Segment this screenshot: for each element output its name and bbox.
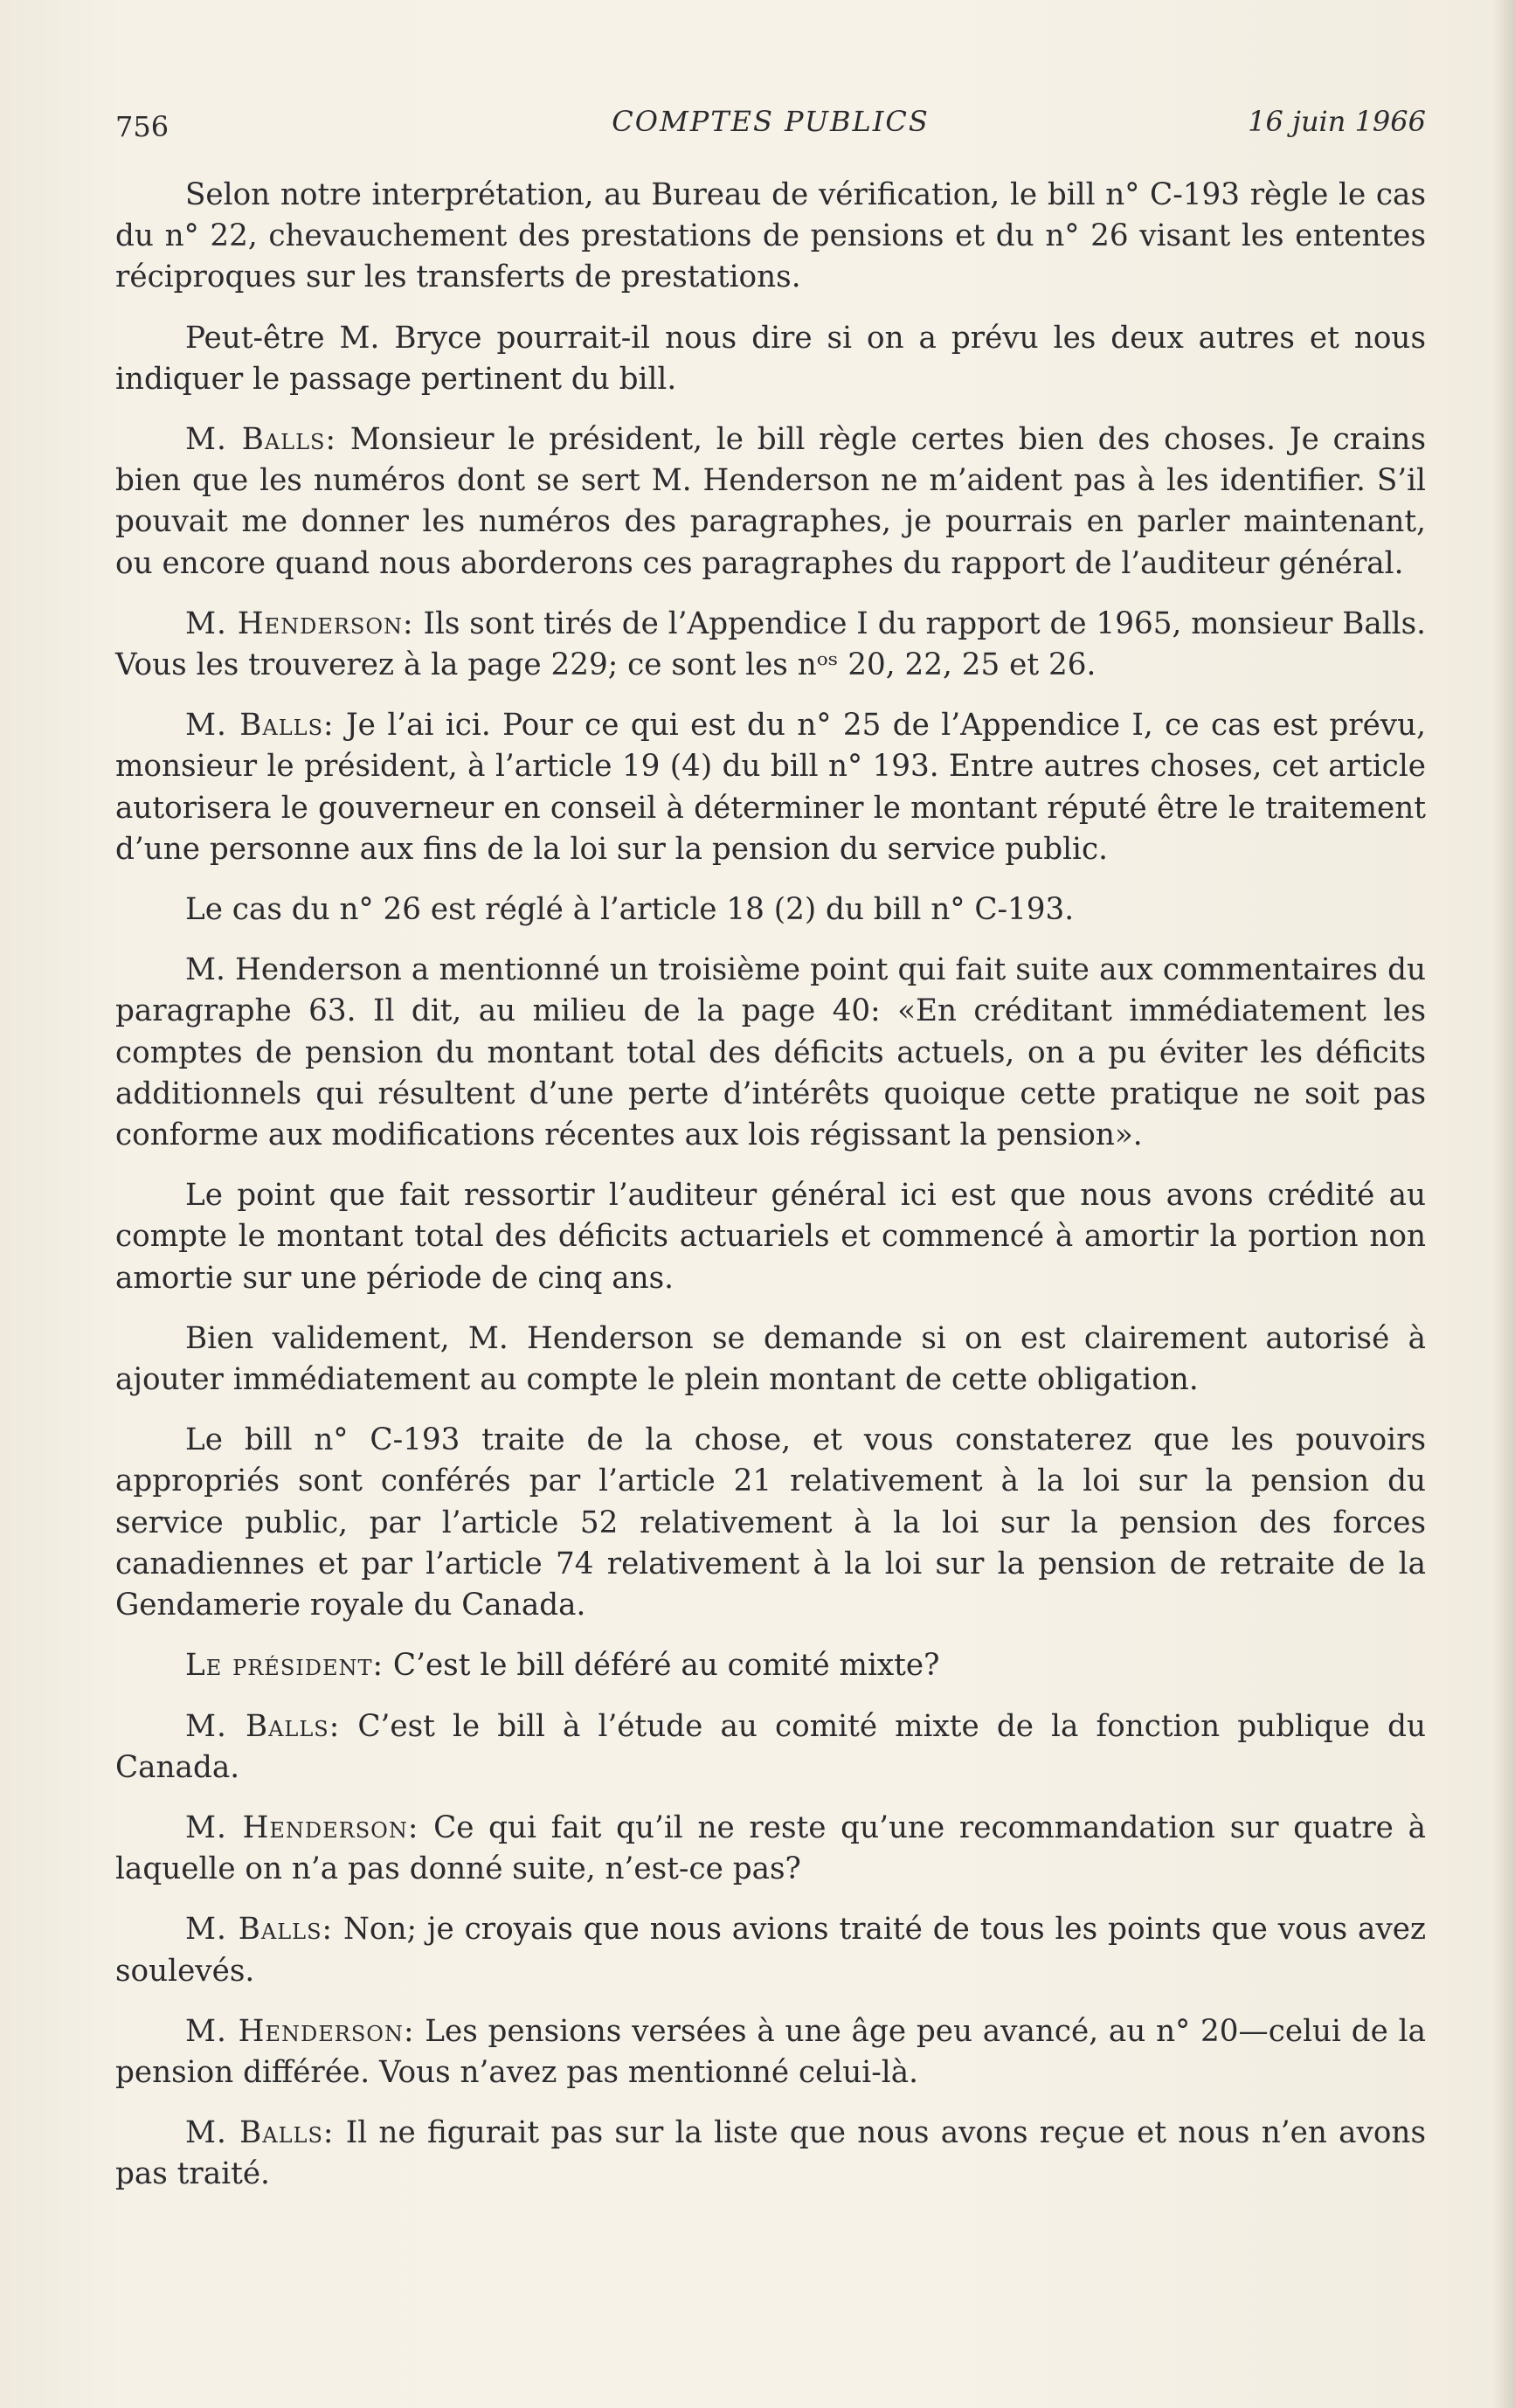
running-title: COMPTES PUBLICS (612, 105, 930, 138)
page-number: 756 (115, 110, 169, 143)
paragraph-text: Le point que fait ressortir l’auditeur général ici est que nous avons crédité au compte le montant total des déficits actuariels et commencé à amortir la portion non amortie sur une période de cinq ans. (115, 1178, 1426, 1296)
paragraph-text: Ils sont tirés de l’Appendice I du rapport de 1965, monsieur Balls. Vous les trouverez à la page 229; ce sont les nᵒˢ 20, 22, 25 et 26. (115, 605, 1426, 683)
paragraph (115, 1318, 1426, 1401)
paragraph (115, 1420, 1426, 1626)
paragraph-text: Bien validement, M. Henderson se demande si on est clairement autorisé à ajouter immédiatement au compte le plein montant de cette obligation. (115, 1320, 1426, 1398)
speaker: M. Balls: (185, 422, 336, 458)
paragraph (115, 889, 1426, 931)
paragraph-text: Non; je croyais que nous avions traité de tous les points que vous avez soulevés. (115, 1912, 1426, 1989)
paragraph-text: Ce qui fait qu’il ne reste qu’une recommandation sur quatre à laquelle on n’a pas donné suite, n’est-ce pas? (115, 1809, 1426, 1887)
paragraph (115, 950, 1426, 1156)
paragraph (115, 1645, 1426, 1686)
paragraph-text: Je l’ai ici. Pour ce qui est du n° 25 de l’Appendice I, ce cas est prévu, monsieur le président, à l’article 19 (4) du bill n° 193. Entre autres choses, cet article autorisera le gouverneur en conseil à déterminer le montant réputé être le traitement d’une personne aux fins de la loi sur la pension du service public. (115, 708, 1427, 867)
paragraph (115, 604, 1426, 686)
speaker: M. Balls: (185, 2115, 335, 2151)
paragraph-text: Selon notre interprétation, au Bureau de vérification, le bill n° C-193 règle le cas du n° 22, chevauchement des prestations de pensions et du n° 26 visant les ententes réciproques sur les transferts de prestations. (115, 177, 1426, 295)
paragraph-text: Peut-être M. Bryce pourrait-il nous dire si on a prévu les deux autres et nous indiquer le passage pertinent du bill. (115, 320, 1426, 397)
speaker: M. Henderson: (185, 1809, 419, 1845)
paragraph (115, 1909, 1426, 1991)
paragraph (115, 2011, 1426, 2093)
page-header (115, 105, 1426, 157)
paragraph (115, 2113, 1426, 2195)
page-body (115, 175, 1426, 2215)
speaker: M. Balls: (185, 1708, 341, 1744)
paragraph (115, 318, 1426, 400)
speaker: Le président: (185, 1648, 384, 1684)
header-date: 16 juin 1966 (1248, 105, 1426, 138)
paragraph (115, 1808, 1426, 1890)
paragraph (115, 1706, 1426, 1789)
speaker: M. Balls: (185, 1912, 334, 1948)
paragraph-text: Le bill n° C-193 traite de la chose, et vous constaterez que les pouvoirs appropriés sont conférés par l’article 21 relativement à la loi sur la pension du service public, par l’article 52 relativement à la loi sur la pension des forces canadiennes et par l’article 74 relativement à la loi sur la pension de retraite de la Gendamerie royale du Canada. (115, 1422, 1426, 1623)
paragraph-text: Les pensions versées à une âge peu avancé, au n° 20—celui de la pension différée. Vous n’avez pas mentionné celui-là. (115, 2013, 1426, 2090)
paragraph (115, 419, 1426, 585)
paragraph-text: C’est le bill déféré au comité mixte? (384, 1648, 940, 1684)
page-edge-shadow (1492, 0, 1515, 2408)
paragraph-text: C’est le bill à l’étude au comité mixte de la fonction publique du Canada. (115, 1708, 1427, 1785)
paragraph-text: Le cas du n° 26 est réglé à l’article 18 (2) du bill n° C-193. (185, 892, 1075, 928)
paragraph-text: Monsieur le président, le bill règle certes bien des choses. Je crains bien que les numéros dont se sert M. Henderson ne m’aident pas à les identifier. S’il pouvait me donner les numéros des paragraphes, je pourrais en parler maintenant, ou encore quand nous aborderons ces paragraphes du rapport de l’auditeur général. (115, 422, 1426, 581)
speaker: M. Balls: (185, 708, 335, 744)
speaker: M. Henderson: (185, 605, 414, 641)
paragraph (115, 175, 1426, 299)
paragraph-text: Il ne figurait pas sur la liste que nous avons reçue et nous n’en avons pas traité. (115, 2115, 1426, 2192)
paragraph (115, 705, 1426, 870)
speaker: M. Henderson: (185, 2013, 415, 2049)
paragraph (115, 1175, 1426, 1299)
paragraph-text: M. Henderson a mentionné un troisième point qui fait suite aux commentaires du paragraphe 63. Il dit, au milieu de la page 40: «En créditant immédiatement les comptes de pension du montant total des déficits actuels, on a pu éviter les déficits additionnels qui résultent d’une perte d’intérêts quoique cette pratique ne soit pas conforme aux modifications récentes aux lois régissant la pension». (115, 952, 1426, 1153)
